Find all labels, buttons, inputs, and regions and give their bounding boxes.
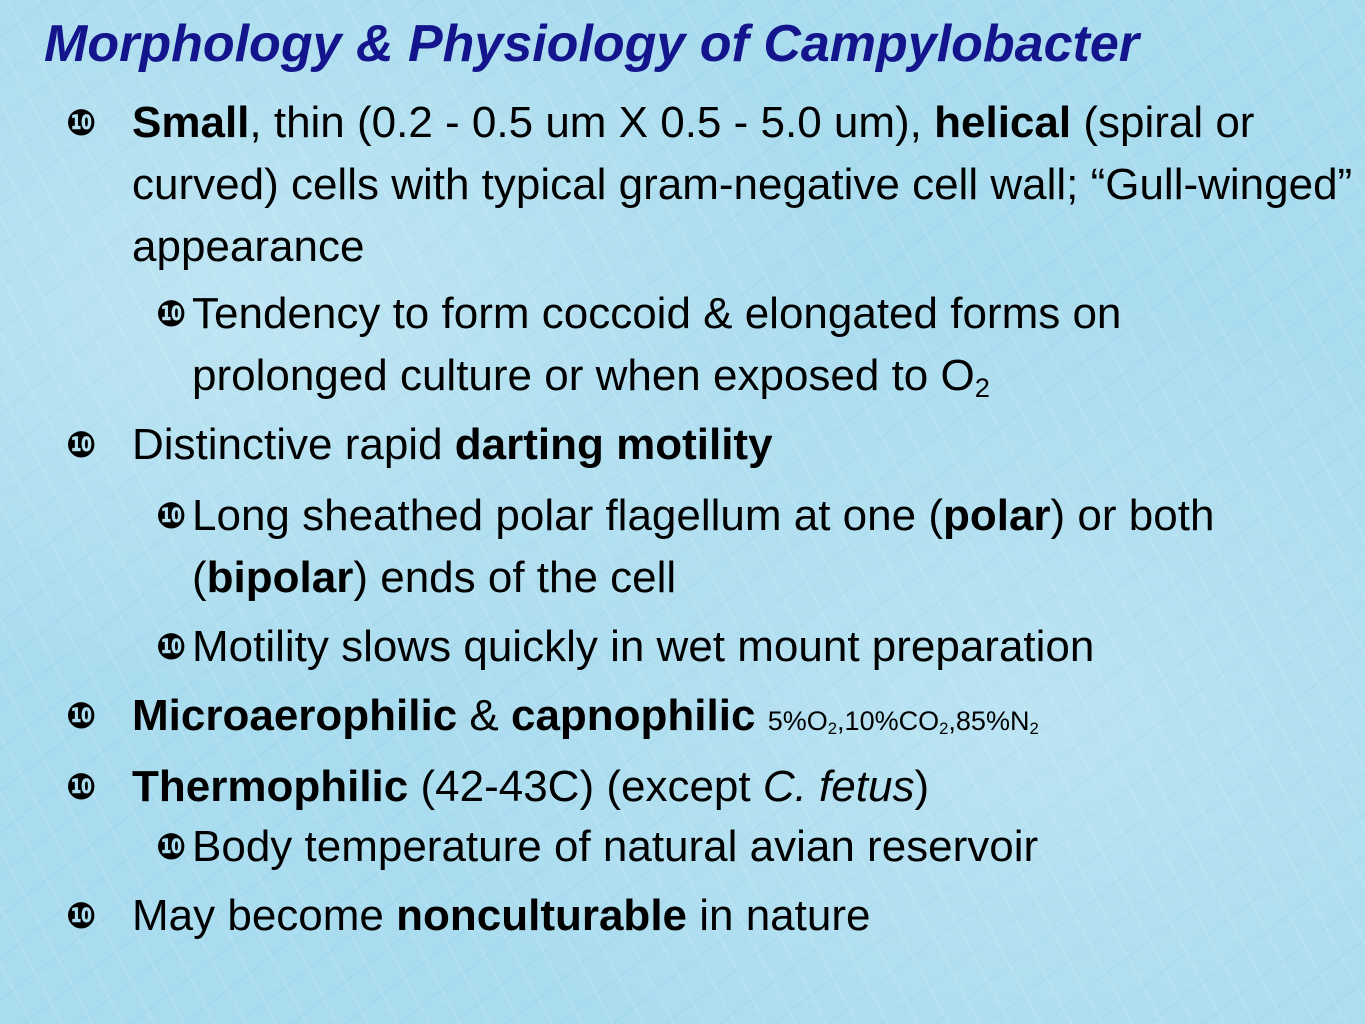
slide-title: Morphology & Physiology of Campylobacter: [44, 15, 1139, 73]
ten-circle-icon: ❿: [66, 766, 97, 807]
ten-circle-icon: ❿: [156, 293, 187, 334]
bullet-text: Tendency to form coccoid & elongated forms on prolonged culture or when exposed to O: [192, 289, 1122, 400]
bullet-text: Motility slows quickly in wet mount preparation: [192, 622, 1095, 671]
bold-term: nonculturable: [396, 891, 688, 940]
bold-term: darting motility: [454, 420, 773, 469]
bullet-item: [66, 685, 1039, 752]
ten-circle-icon: ❿: [156, 626, 187, 667]
bullet-text: May become: [132, 891, 397, 940]
bold-term: helical: [934, 98, 1072, 147]
ten-circle-icon: ❿: [66, 895, 97, 936]
sub-bullet-item: [156, 616, 1095, 678]
gas-composition: $5\%O_2,10\%CO_2,85\%N_2$: [767, 706, 1039, 739]
sub-bullet-item: [156, 485, 1312, 609]
bullet-text: Body temperature of natural avian reservoir: [192, 822, 1039, 871]
bullet-text: &: [457, 691, 511, 740]
ten-circle-icon: ❿: [66, 424, 97, 465]
sub-bullet-item: [156, 283, 1327, 407]
ten-circle-icon: ❿: [66, 102, 97, 143]
bold-term: polar: [942, 491, 1051, 540]
bullet-item: [66, 414, 773, 476]
bullet-text: ) or both (: [192, 491, 1215, 602]
bold-term: bipolar: [206, 553, 354, 602]
subscript: 2: [974, 371, 990, 403]
bullet-text: in nature: [687, 891, 871, 940]
bullet-item: [66, 885, 871, 947]
bullet-text: (spiral or curved) cells with typical gram-negative cell wall; “Gull-winged” appearance: [132, 98, 1353, 271]
bullet-item: [66, 92, 1357, 278]
bullet-text: (42-43C) (except: [408, 762, 763, 811]
bullet-text: ) ends of the cell: [353, 553, 677, 602]
bullet-text: ): [914, 762, 930, 811]
ten-circle-icon: ❿: [66, 695, 97, 736]
ten-circle-icon: ❿: [156, 495, 187, 536]
bold-term: Thermophilic: [132, 762, 409, 811]
bullet-text: Long sheathed polar flagellum at one (: [192, 491, 943, 540]
bullet-text: Distinctive rapid: [132, 420, 455, 469]
bold-term: Small: [132, 98, 250, 147]
ten-circle-icon: ❿: [156, 826, 187, 867]
bullet-item: [66, 756, 930, 818]
sub-bullet-item: [156, 816, 1039, 878]
bold-term: Microaerophilic: [132, 691, 458, 740]
italic-species: C. fetus: [762, 762, 915, 811]
bullet-text: , thin (0.2 - 0.5 um X 0.5 - 5.0 um),: [249, 98, 935, 147]
bold-term: capnophilic: [510, 691, 756, 740]
